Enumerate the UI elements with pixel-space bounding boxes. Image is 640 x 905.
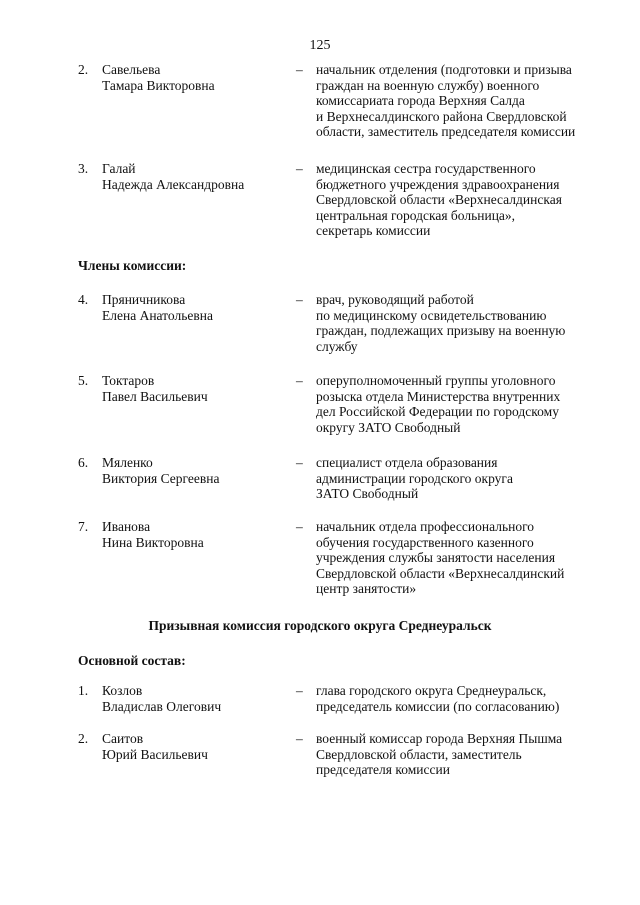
member-surname: Козлов	[102, 683, 143, 698]
member-given-names: Владислав Олегович	[102, 698, 222, 714]
dash-separator: –	[296, 373, 303, 388]
member-surname: Саитов	[102, 731, 144, 746]
dash-separator: –	[296, 62, 303, 77]
position-line: Свердловской области, заместитель	[316, 746, 522, 762]
member-surname: Пряничникова	[102, 292, 186, 307]
position-line: граждан на военную службу) военного	[316, 77, 540, 93]
position-line: граждан, подлежащих призыву на военную	[316, 323, 566, 339]
position-line: комиссариата города Верхняя Салда	[316, 93, 525, 109]
dash-separator: –	[296, 683, 303, 698]
member-given-names: Нина Викторовна	[102, 534, 204, 550]
entry-number: 5.	[78, 373, 89, 388]
position-line: розыска отдела Министерства внутренних	[316, 388, 561, 404]
member-position	[316, 519, 616, 597]
position-line: глава городского округа Среднеуральск,	[316, 683, 547, 698]
member-position	[316, 683, 616, 714]
position-line: Свердловской области «Верхнесалдинский	[316, 565, 565, 581]
member-position	[316, 292, 616, 354]
dash-separator: –	[296, 519, 303, 534]
main-composition-heading: Основной состав:	[78, 653, 186, 668]
member-position	[316, 455, 616, 502]
dash-separator: –	[296, 731, 303, 746]
dash-separator: –	[296, 161, 303, 176]
member-given-names: Павел Васильевич	[102, 388, 208, 404]
position-line: и Верхнесалдинского района Свердловской	[316, 108, 567, 124]
member-given-names: Елена Анатольевна	[102, 307, 213, 323]
member-surname: Мяленко	[102, 455, 153, 470]
position-line: ЗАТО Свободный	[316, 486, 419, 502]
members-heading: Члены комиссии:	[78, 258, 187, 273]
entry-number: 2.	[78, 62, 89, 77]
position-line: по медицинскому освидетельствованию	[316, 307, 547, 323]
position-line: Свердловской области «Верхнесалдинская	[316, 192, 562, 208]
member-position	[316, 373, 616, 435]
entry-number: 4.	[78, 292, 89, 307]
position-line: службу	[316, 338, 358, 354]
member-surname: Иванова	[102, 519, 151, 534]
member-given-names: Тамара Викторовна	[102, 77, 215, 93]
member-name	[102, 373, 302, 404]
member-name	[102, 455, 302, 486]
position-line: области, заместитель председателя комиссии	[316, 124, 576, 140]
dash-separator: –	[296, 292, 303, 307]
entry-number: 1.	[78, 683, 89, 698]
member-surname: Галай	[102, 161, 136, 176]
page-number: 125	[309, 38, 331, 53]
position-line: центральная городская больница»,	[316, 207, 516, 223]
member-name	[102, 731, 302, 762]
member-given-names: Надежда Александровна	[102, 176, 245, 192]
position-line: центр занятости»	[316, 581, 417, 597]
member-position	[316, 62, 616, 140]
position-line: обучения государственного казенного	[316, 534, 534, 550]
position-line: дел Российской Федерации по городскому	[316, 404, 559, 420]
member-position	[316, 731, 616, 778]
position-line: специалист отдела образования	[316, 455, 498, 470]
position-line: медицинская сестра государственного	[316, 161, 536, 176]
position-line: учреждения службы занятости населения	[316, 550, 556, 566]
member-name	[102, 519, 302, 550]
position-line: военный комиссар города Верхняя Пышма	[316, 731, 563, 746]
position-line: начальник отдела профессионального	[316, 519, 535, 534]
position-line: врач, руководящий работой	[316, 292, 474, 307]
position-line: администрации городского округа	[316, 470, 513, 486]
member-name	[102, 62, 302, 93]
position-line: председателя комиссии	[316, 762, 450, 778]
member-name	[102, 161, 302, 192]
entry-number: 6.	[78, 455, 89, 470]
entry-number: 2.	[78, 731, 89, 746]
entry-number: 7.	[78, 519, 89, 534]
position-line: бюджетного учреждения здравоохранения	[316, 176, 560, 192]
member-name	[102, 292, 302, 323]
member-surname: Савельева	[102, 62, 161, 77]
position-line: председатель комиссии (по согласованию)	[316, 698, 560, 714]
member-given-names: Виктория Сергеевна	[102, 470, 220, 486]
section-title: Призывная комиссия городского округа Среднеуральск	[148, 618, 492, 633]
position-line: начальник отделения (подготовки и призыва	[316, 62, 572, 77]
entry-number: 3.	[78, 161, 89, 176]
member-given-names: Юрий Васильевич	[102, 746, 208, 762]
position-line: секретарь комиссии	[316, 223, 431, 239]
position-line: округу ЗАТО Свободный	[316, 419, 461, 435]
member-position	[316, 161, 616, 239]
member-name	[102, 683, 302, 714]
dash-separator: –	[296, 455, 303, 470]
position-line: оперуполномоченный группы уголовного	[316, 373, 556, 388]
member-surname: Токтаров	[102, 373, 155, 388]
